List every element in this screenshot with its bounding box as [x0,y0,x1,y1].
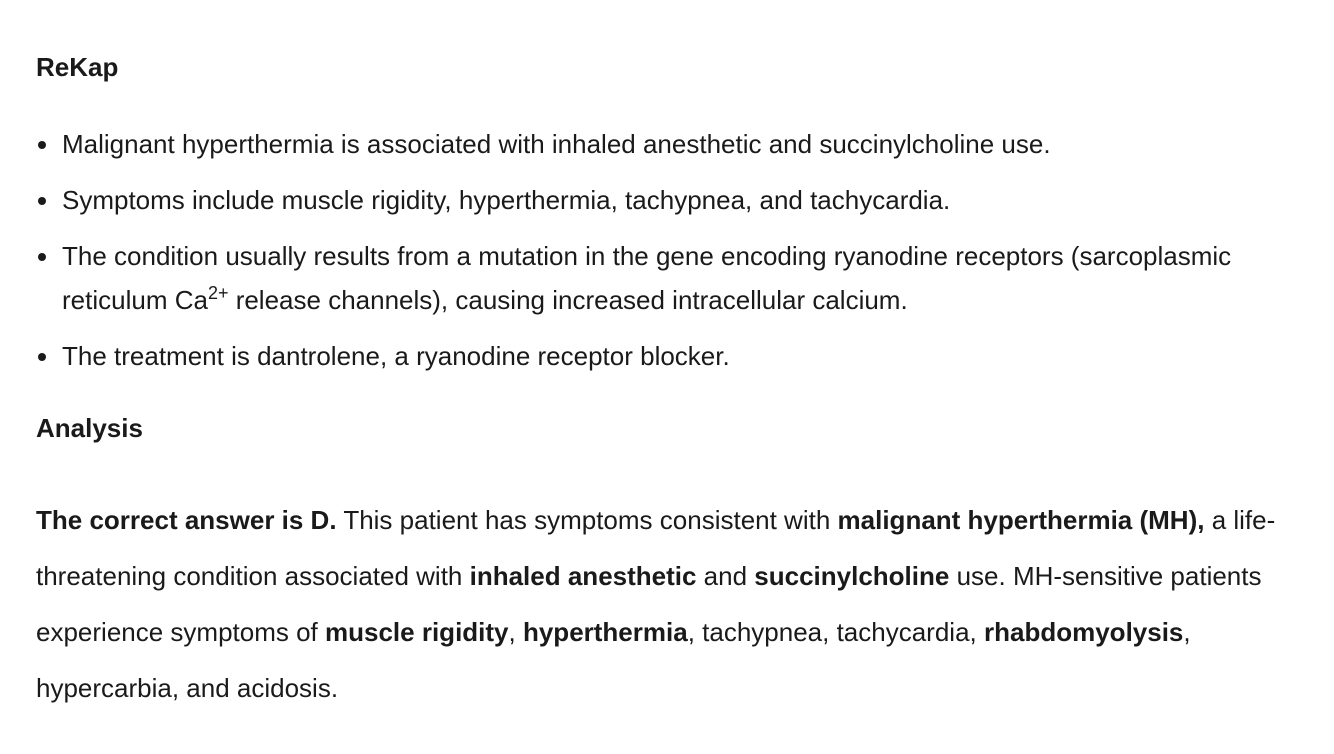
bold-term: rhabdomyolysis [984,617,1184,647]
paragraph-text: use. MH-sensitive patients experience symptoms of [36,561,1262,647]
paragraph-text: , tachypnea, tachycardia, [687,617,984,647]
paragraph-text: , [508,617,523,647]
bullet-text: release channels), causing increased intracellular calcium. [228,285,908,315]
paragraph-text: a life-threatening condition associated with [36,505,1276,591]
correct-answer-statement: The correct answer is D. [36,505,337,535]
bold-term: inhaled anesthetic [469,561,697,591]
list-item [36,234,1298,322]
rekap-heading: ReKap [36,52,119,82]
paragraph-text: and [696,561,755,591]
list-item: The treatment is dantrolene, a ryanodine receptor blocker. [36,334,1298,378]
paragraph-text: , hypercarbia, and acidosis. [36,617,1191,703]
bullet-text: The condition usually results from a mutation in the gene encoding ryanodine receptors (sarcoplasmic reticulum Ca [62,241,1232,315]
rekap-bullet-list [36,122,1298,390]
bold-term: malignant hyperthermia (MH), [837,505,1205,535]
bold-term: hyperthermia [522,617,688,647]
list-item: Malignant hyperthermia is associated with inhaled anesthetic and succinylcholine use. [36,122,1298,166]
bold-term: succinylcholine [754,561,950,591]
analysis-heading: Analysis [36,413,143,443]
paragraph-text: This patient has symptoms consistent with [336,505,838,535]
analysis-paragraph [36,492,1298,716]
bold-term: muscle rigidity [325,617,509,647]
list-item: Symptoms include muscle rigidity, hyperthermia, tachypnea, and tachycardia. [36,178,1298,222]
superscript-charge: 2+ [207,283,229,303]
